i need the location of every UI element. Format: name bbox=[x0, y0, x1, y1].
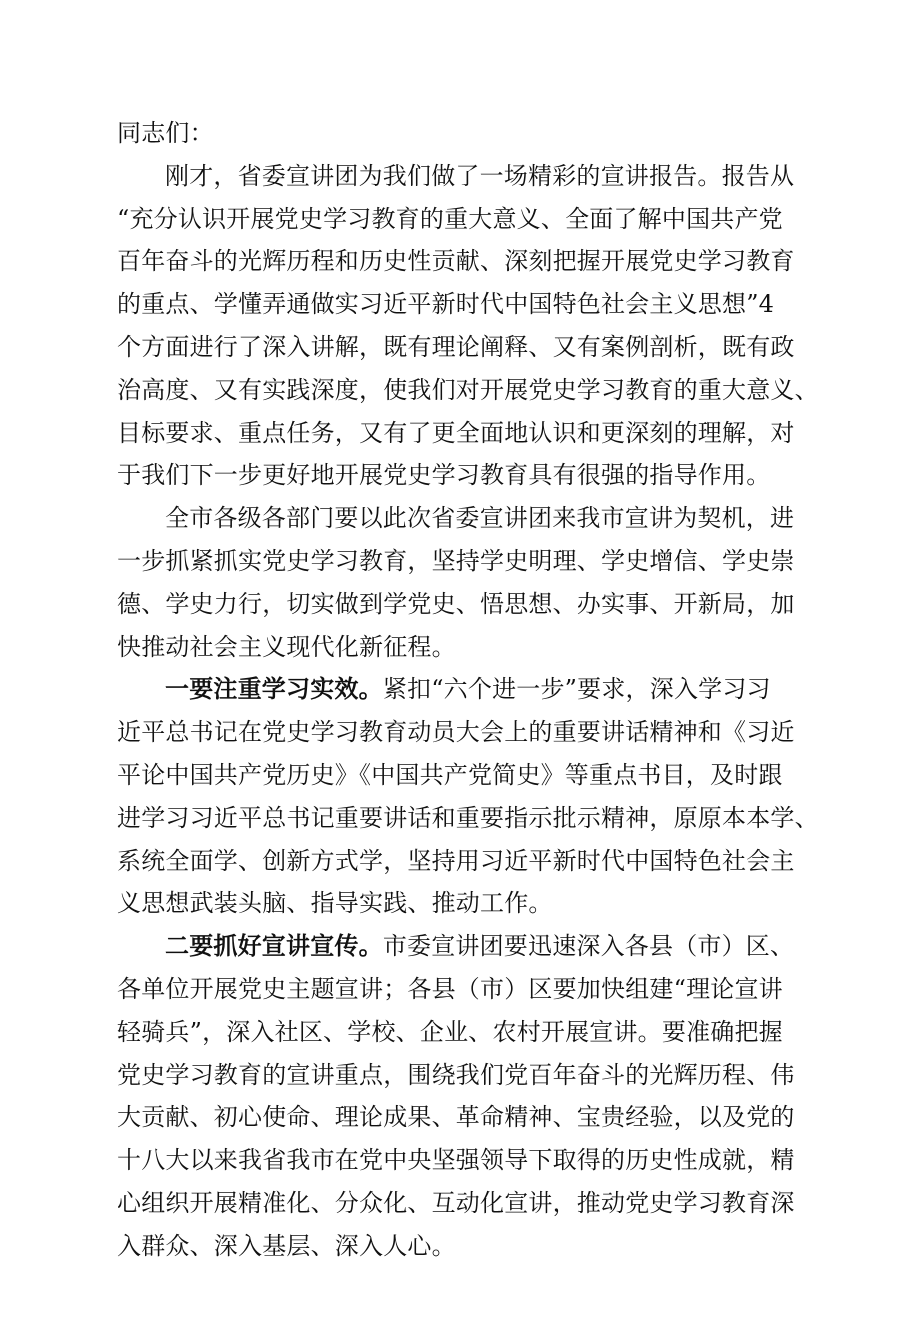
text-line: 目标要求、重点任务，又有了更全面地认识和更深刻的理解，对 bbox=[117, 418, 795, 447]
text-line: 全市各级各部门要以此次省委宣讲团来我市宣讲为契机，进 bbox=[165, 504, 795, 533]
text-line: 平论中国共产党历史》《中国共产党简史》等重点书目，及时跟 bbox=[117, 760, 783, 789]
text-line bbox=[117, 668, 817, 711]
text-span: 紧扣“六个进一步”要求，深入学习习 bbox=[382, 675, 771, 704]
text-line: 义思想武装头脑、指导实践、推动工作。 bbox=[117, 889, 553, 918]
section-heading: 二要抓好宣讲宣传。 bbox=[165, 931, 383, 961]
section-heading: 一要注重学习实效。 bbox=[165, 674, 383, 704]
paragraph-1 bbox=[117, 155, 817, 497]
text-line: 的重点、学懂弄通做实习近平新时代中国特色社会主义思想”4 bbox=[117, 290, 775, 319]
text-line: 德、学史力行，切实做到学党史、悟思想、办实事、开新局，加 bbox=[117, 589, 795, 618]
text-line: 刚才，省委宣讲团为我们做了一场精彩的宣讲报告。报告从 bbox=[165, 161, 795, 190]
paragraph-2 bbox=[117, 497, 817, 668]
text-line: 各单位开展党史主题宣讲；各县（市）区要加快组建“理论宣讲 bbox=[117, 974, 783, 1003]
text-line: 党史学习教育的宣讲重点，围绕我们党百年奋斗的光辉历程、伟 bbox=[117, 1060, 795, 1089]
paragraph-3 bbox=[117, 668, 817, 925]
text-line: 百年奋斗的光辉历程和历史性贡献、深刻把握开展党史学习教育 bbox=[117, 247, 795, 276]
text-line: 进学习习近平总书记重要讲话和重要指示批示精神，原原本本学、 bbox=[117, 803, 819, 832]
document-page bbox=[117, 112, 817, 1268]
text-line bbox=[117, 925, 817, 968]
text-line: 个方面进行了深入讲解，既有理论阐释、又有案例剖析，既有政 bbox=[117, 332, 795, 361]
text-line: 大贡献、初心使命、理论成果、革命精神、宝贵经验，以及党的 bbox=[117, 1103, 795, 1132]
text-line: 一步抓紧抓实党史学习教育，坚持学史明理、学史增信、学史崇 bbox=[117, 546, 795, 575]
text-line: 十八大以来我省我市在党中央坚强领导下取得的历史性成就，精 bbox=[117, 1146, 795, 1175]
paragraph-4 bbox=[117, 925, 817, 1267]
salutation: 同志们： bbox=[117, 119, 214, 147]
text-line: 近平总书记在党史学习教育动员大会上的重要讲话精神和《习近 bbox=[117, 718, 795, 747]
text-line: 于我们下一步更好地开展党史学习教育具有很强的指导作用。 bbox=[117, 461, 771, 490]
text-line: 快推动社会主义现代化新征程。 bbox=[117, 632, 456, 661]
text-line: 心组织开展精准化、分众化、互动化宣讲，推动党史学习教育深 bbox=[117, 1188, 795, 1217]
text-line: 治高度、又有实践深度，使我们对开展党史学习教育的重大意义、 bbox=[117, 375, 819, 404]
text-line: 系统全面学、创新方式学，坚持用习近平新时代中国特色社会主 bbox=[117, 846, 795, 875]
text-span: 市委宣讲团要迅速深入各县（市）区、 bbox=[382, 932, 795, 961]
text-line: 入群众、深入基层、深入人心。 bbox=[117, 1231, 456, 1260]
text-line: “充分认识开展党史学习教育的重大意义、全面了解中国共产党 bbox=[117, 204, 783, 233]
text-line: 轻骑兵”，深入社区、学校、企业、农村开展宣讲。要准确把握 bbox=[117, 1017, 783, 1046]
